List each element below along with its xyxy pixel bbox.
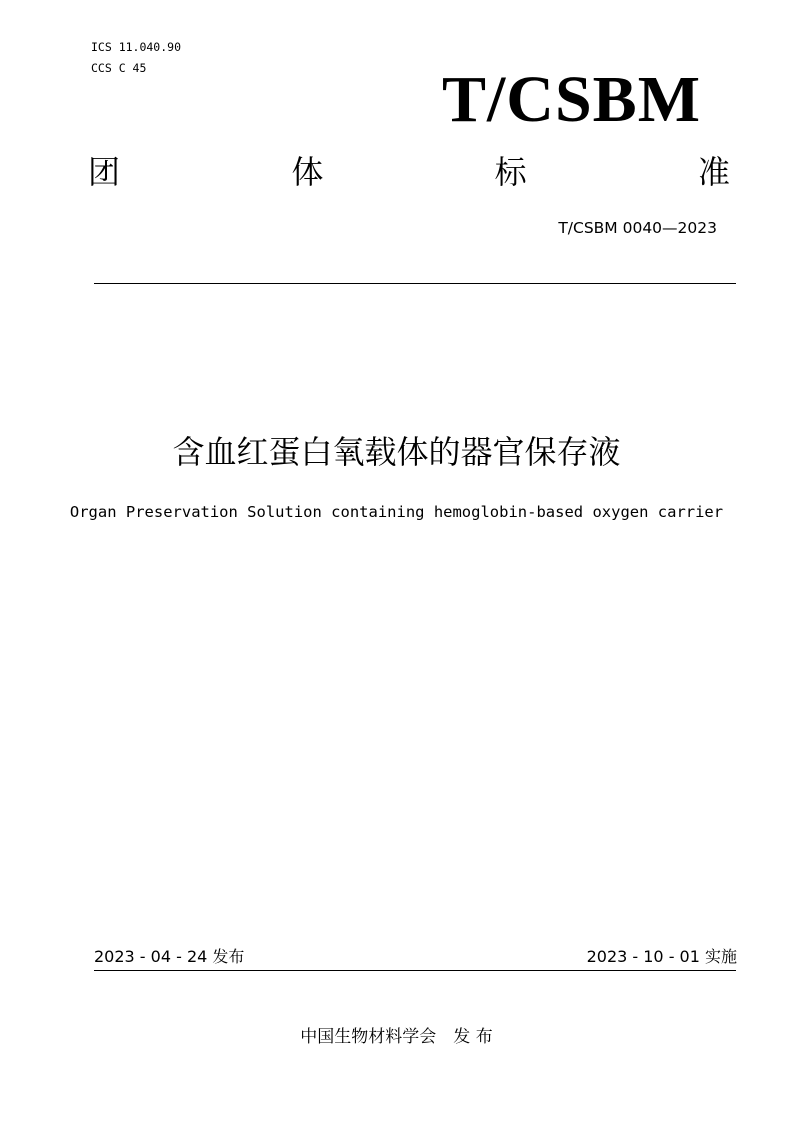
document-type (88, 150, 730, 194)
ccs-code: CCS C 45 (91, 61, 147, 75)
bottom-divider (94, 970, 736, 971)
ics-code: ICS 11.040.90 (91, 40, 182, 54)
document-type-char: 团 (88, 153, 121, 191)
top-divider (94, 283, 736, 284)
document-type-char: 标 (494, 153, 527, 191)
document-type-char: 准 (697, 153, 730, 191)
title-english: Organ Preservation Solution containing hemoglobin-based oxygen carrier (69, 503, 724, 521)
publisher: 中国生物材料学会 发 布 (300, 1027, 493, 1047)
title-chinese: 含血红蛋白氧载体的器官保存液 (172, 433, 621, 471)
document-type-char: 体 (291, 153, 324, 191)
implementation-date: 2023 - 10 - 01 实施 (586, 947, 737, 966)
standard-brand: T/CSBM (441, 63, 701, 136)
issue-date: 2023 - 04 - 24 发布 (94, 947, 245, 966)
standard-number: T/CSBM 0040—2023 (558, 219, 717, 237)
